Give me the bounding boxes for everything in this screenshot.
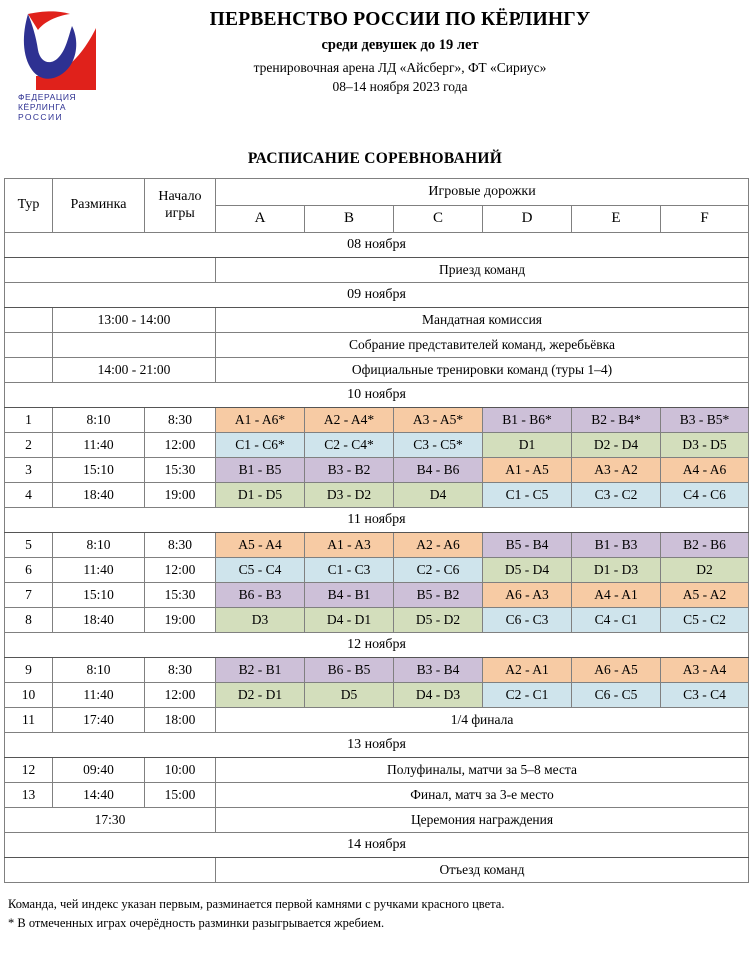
- warmup-cell: 11:40: [53, 558, 145, 583]
- time-span-cell: 13:00 - 14:00: [53, 308, 216, 333]
- tour-cell: 9: [5, 658, 53, 683]
- game-cell: C2 - C1: [483, 683, 572, 708]
- warmup-cell: 18:40: [53, 608, 145, 633]
- tour-cell: 4: [5, 483, 53, 508]
- date-label: 11 ноября: [5, 508, 749, 533]
- tour-cell: [5, 358, 53, 383]
- table-row: [5, 533, 749, 558]
- table-head: [5, 179, 749, 233]
- game-cell: A6 - A3: [483, 583, 572, 608]
- game-cell: D1 - D5: [216, 483, 305, 508]
- warmup-cell: 8:10: [53, 408, 145, 433]
- start-cell: 12:00: [145, 433, 216, 458]
- table-row: [5, 483, 749, 508]
- game-cell: D4 - D3: [394, 683, 483, 708]
- table-row: [5, 708, 749, 733]
- tour-cell: 7: [5, 583, 53, 608]
- date-header-row: [5, 733, 749, 758]
- date-label: 08 ноября: [5, 233, 749, 258]
- date-header-row: [5, 633, 749, 658]
- game-cell: A1 - A6*: [216, 408, 305, 433]
- game-cell: D2 - D1: [216, 683, 305, 708]
- title-block: [110, 0, 690, 96]
- warmup-cell: 15:10: [53, 458, 145, 483]
- warmup-cell: 18:40: [53, 483, 145, 508]
- tour-cell: 11: [5, 708, 53, 733]
- game-cell: B3 - B2: [305, 458, 394, 483]
- game-cell: A3 - A2: [572, 458, 661, 483]
- game-cell: A6 - A5: [572, 658, 661, 683]
- warmup-cell: 14:40: [53, 783, 145, 808]
- schedule-heading: РАСПИСАНИЕ СОРЕВНОВАНИЙ: [247, 150, 503, 167]
- event-cell: Приезд команд: [216, 258, 749, 283]
- col-header-lane-c: C: [394, 206, 483, 233]
- table-row: [5, 558, 749, 583]
- game-cell: D3 - D2: [305, 483, 394, 508]
- start-cell: 12:00: [145, 683, 216, 708]
- empty-time-cell: [5, 858, 216, 883]
- game-cell: A2 - A1: [483, 658, 572, 683]
- event-cell: Церемония награждения: [216, 808, 749, 833]
- event-cell: 1/4 финала: [216, 708, 749, 733]
- event-cell: Мандатная комиссия: [216, 308, 749, 333]
- tour-cell: 2: [5, 433, 53, 458]
- time-span-cell: 17:30: [5, 808, 216, 833]
- game-cell: B3 - B5*: [661, 408, 749, 433]
- col-header-lane-d: D: [483, 206, 572, 233]
- start-cell: 8:30: [145, 408, 216, 433]
- game-cell: D2: [661, 558, 749, 583]
- venue-line: тренировочная арена ЛД «Айсберг», ФТ «Сириус»: [253, 59, 547, 75]
- game-cell: C2 - C4*: [305, 433, 394, 458]
- warmup-cell: 11:40: [53, 433, 145, 458]
- start-cell: 19:00: [145, 608, 216, 633]
- start-cell: 19:00: [145, 483, 216, 508]
- game-cell: C1 - C3: [305, 558, 394, 583]
- date-header-row: [5, 233, 749, 258]
- tour-cell: [5, 333, 53, 358]
- event-cell: Отъезд команд: [216, 858, 749, 883]
- start-cell: 10:00: [145, 758, 216, 783]
- game-cell: C4 - C1: [572, 608, 661, 633]
- footnote-2: * В отмеченных играх очерёдность разминки разыгрывается жребием.: [8, 916, 385, 931]
- dates-line: 08–14 ноября 2023 года: [332, 79, 468, 95]
- game-cell: B2 - B6: [661, 533, 749, 558]
- game-cell: D2 - D4: [572, 433, 661, 458]
- time-span-cell: [53, 333, 216, 358]
- table-body: [5, 233, 749, 883]
- tour-cell: 6: [5, 558, 53, 583]
- logo-line-1: ФЕДЕРАЦИЯ: [18, 92, 77, 102]
- tour-cell: 1: [5, 408, 53, 433]
- game-cell: C1 - C5: [483, 483, 572, 508]
- table-row: [5, 658, 749, 683]
- tour-cell: 10: [5, 683, 53, 708]
- col-header-tour: Тур: [5, 179, 53, 233]
- date-header-row: [5, 833, 749, 858]
- empty-time-cell: [5, 258, 216, 283]
- event-cell: Официальные тренировки команд (туры 1–4): [216, 358, 749, 383]
- game-cell: C6 - C5: [572, 683, 661, 708]
- date-label: 09 ноября: [5, 283, 749, 308]
- tour-cell: 13: [5, 783, 53, 808]
- game-cell: A3 - A4: [661, 658, 749, 683]
- table-row: [5, 333, 749, 358]
- date-label: 10 ноября: [5, 383, 749, 408]
- tour-cell: [5, 308, 53, 333]
- game-cell: A5 - A2: [661, 583, 749, 608]
- game-cell: C6 - C3: [483, 608, 572, 633]
- table-row: [5, 808, 749, 833]
- game-cell: D4: [394, 483, 483, 508]
- date-label: 12 ноября: [5, 633, 749, 658]
- table-row: [5, 258, 749, 283]
- table-row: [5, 583, 749, 608]
- game-cell: A4 - A6: [661, 458, 749, 483]
- game-cell: C4 - C6: [661, 483, 749, 508]
- warmup-cell: 17:40: [53, 708, 145, 733]
- game-cell: A1 - A5: [483, 458, 572, 483]
- game-cell: C5 - C2: [661, 608, 749, 633]
- game-cell: D4 - D1: [305, 608, 394, 633]
- game-cell: D5: [305, 683, 394, 708]
- start-cell: 15:00: [145, 783, 216, 808]
- warmup-cell: 11:40: [53, 683, 145, 708]
- col-header-start-line1: Начало: [158, 189, 202, 205]
- page-subtitle: среди девушек до 19 лет: [321, 37, 479, 54]
- game-cell: D1 - D3: [572, 558, 661, 583]
- table-row: [5, 608, 749, 633]
- col-header-lane-e: E: [572, 206, 661, 233]
- game-cell: A2 - A4*: [305, 408, 394, 433]
- game-cell: C3 - C5*: [394, 433, 483, 458]
- warmup-cell: 15:10: [53, 583, 145, 608]
- logo-line-2: КЁРЛИНГА: [18, 102, 67, 112]
- event-cell: Собрание представителей команд, жеребьёвка: [216, 333, 749, 358]
- start-cell: 15:30: [145, 583, 216, 608]
- game-cell: B5 - B4: [483, 533, 572, 558]
- game-cell: B1 - B6*: [483, 408, 572, 433]
- schedule-table: [4, 178, 749, 883]
- footnotes: [8, 895, 750, 934]
- col-header-start: [145, 179, 216, 233]
- tour-cell: 5: [5, 533, 53, 558]
- table-row: [5, 408, 749, 433]
- table-row: [5, 433, 749, 458]
- game-cell: D5 - D4: [483, 558, 572, 583]
- table-row: [5, 683, 749, 708]
- warmup-cell: 8:10: [53, 533, 145, 558]
- col-header-lanes-group: Игровые дорожки: [216, 179, 749, 206]
- header-row-top: [5, 179, 749, 206]
- game-cell: A2 - A6: [394, 533, 483, 558]
- start-cell: 8:30: [145, 533, 216, 558]
- start-cell: 18:00: [145, 708, 216, 733]
- game-cell: B5 - B2: [394, 583, 483, 608]
- game-cell: C3 - C2: [572, 483, 661, 508]
- col-header-lane-f: F: [661, 206, 749, 233]
- date-label: 13 ноября: [5, 733, 749, 758]
- game-cell: D5 - D2: [394, 608, 483, 633]
- table-row: [5, 458, 749, 483]
- game-cell: B6 - B3: [216, 583, 305, 608]
- game-cell: B6 - B5: [305, 658, 394, 683]
- page-title: ПЕРВЕНСТВО РОССИИ ПО КЁРЛИНГУ: [209, 9, 591, 30]
- date-header-row: [5, 383, 749, 408]
- col-header-start-line2: игры: [165, 205, 195, 221]
- warmup-cell: 8:10: [53, 658, 145, 683]
- game-cell: B2 - B1: [216, 658, 305, 683]
- table-row: [5, 308, 749, 333]
- warmup-cell: 09:40: [53, 758, 145, 783]
- date-label: 14 ноября: [5, 833, 749, 858]
- time-span-cell: 14:00 - 21:00: [53, 358, 216, 383]
- game-cell: D3 - D5: [661, 433, 749, 458]
- tour-cell: 3: [5, 458, 53, 483]
- start-cell: 8:30: [145, 658, 216, 683]
- game-cell: B3 - B4: [394, 658, 483, 683]
- logo-line-3: РОССИИ: [18, 112, 63, 122]
- game-cell: D1: [483, 433, 572, 458]
- event-cell: Финал, матч за 3-е место: [216, 783, 749, 808]
- game-cell: B1 - B5: [216, 458, 305, 483]
- start-cell: 12:00: [145, 558, 216, 583]
- page-header: [0, 0, 750, 128]
- game-cell: B1 - B3: [572, 533, 661, 558]
- start-cell: 15:30: [145, 458, 216, 483]
- col-header-warmup: Разминка: [53, 179, 145, 233]
- game-cell: C2 - C6: [394, 558, 483, 583]
- game-cell: B2 - B4*: [572, 408, 661, 433]
- game-cell: A3 - A5*: [394, 408, 483, 433]
- game-cell: A5 - A4: [216, 533, 305, 558]
- tour-cell: 12: [5, 758, 53, 783]
- game-cell: C1 - C6*: [216, 433, 305, 458]
- table-row: [5, 783, 749, 808]
- event-cell: Полуфиналы, матчи за 5–8 места: [216, 758, 749, 783]
- table-row: [5, 858, 749, 883]
- game-cell: A1 - A3: [305, 533, 394, 558]
- date-header-row: [5, 508, 749, 533]
- game-cell: B4 - B1: [305, 583, 394, 608]
- table-row: [5, 358, 749, 383]
- footnote-1: Команда, чей индекс указан первым, разминается первой камнями с ручками красного цвета.: [8, 897, 505, 911]
- date-header-row: [5, 283, 749, 308]
- game-cell: D3: [216, 608, 305, 633]
- col-header-lane-a: A: [216, 206, 305, 233]
- game-cell: A4 - A1: [572, 583, 661, 608]
- game-cell: B4 - B6: [394, 458, 483, 483]
- game-cell: C3 - C4: [661, 683, 749, 708]
- game-cell: C5 - C4: [216, 558, 305, 583]
- table-row: [5, 758, 749, 783]
- col-header-lane-b: B: [305, 206, 394, 233]
- tour-cell: 8: [5, 608, 53, 633]
- federation-logo: [8, 4, 112, 122]
